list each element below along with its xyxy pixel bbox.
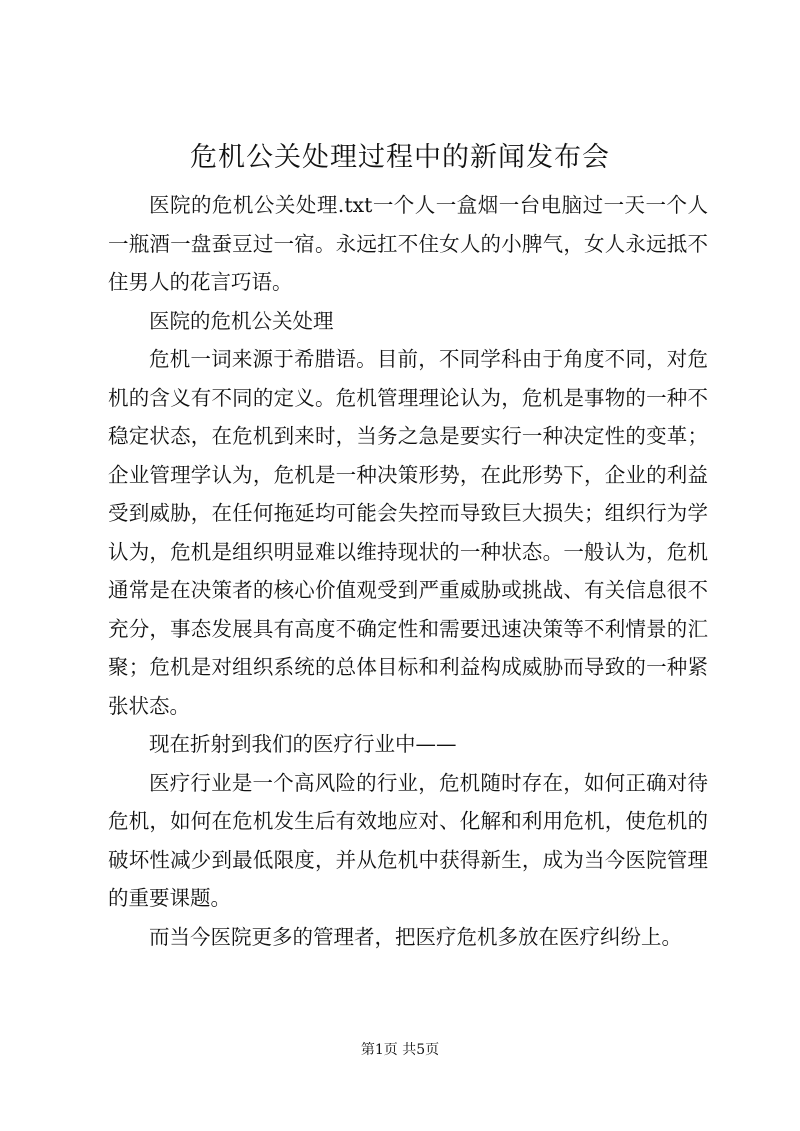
- paragraph-medical-industry: 医疗行业是一个高风险的行业，危机随时存在，如何正确对待危机，如何在危机发生后有效地应对、化解和利用危机，使危机的破坏性减少到最低限度，并从危机中获得新生，成为当今医院管理的重要课题。: [108, 770, 708, 910]
- document-body: [108, 186, 708, 956]
- paragraph-transition: 现在折射到我们的医疗行业中——: [149, 732, 457, 756]
- paragraph-managers: 而当今医院更多的管理者，把医疗危机多放在医疗纠纷上。: [149, 924, 682, 949]
- document-title: 危机公关处理过程中的新闻发布会: [190, 142, 610, 173]
- page-number-footer: 第1页 共5页: [360, 1042, 440, 1058]
- paragraph-intro: 医院的危机公关处理.txt一个人一盒烟一台电脑过一天一个人一瓶酒一盘蚕豆过一宿。永远扛不住女人的小脾气，女人永远抵不住男人的花言巧语。: [108, 193, 708, 294]
- paragraph-crisis-definition: 危机一词来源于希腊语。目前，不同学科由于角度不同，对危机的含义有不同的定义。危机管理理论认为，危机是事物的一种不稳定状态，在危机到来时，当务之急是要实行一种决定性的变革；企业管理学认为，危机是一种决策形势，在此形势下，企业的利益受到威胁，在任何拖延均可能会失控而导致巨大损失；组织行为学认为，危机是组织明显难以维持现状的一种状态。一般认为，危机通常是在决策者的核心价值观受到严重威胁或挑战、有关信息很不充分，事态发展具有高度不确定性和需要迅速决策等不利情景的汇聚；危机是对组织系统的总体目标和利益构成威胁而导致的一种紧张状态。: [108, 347, 708, 718]
- paragraph-subtitle: 医院的危机公关处理: [149, 308, 334, 333]
